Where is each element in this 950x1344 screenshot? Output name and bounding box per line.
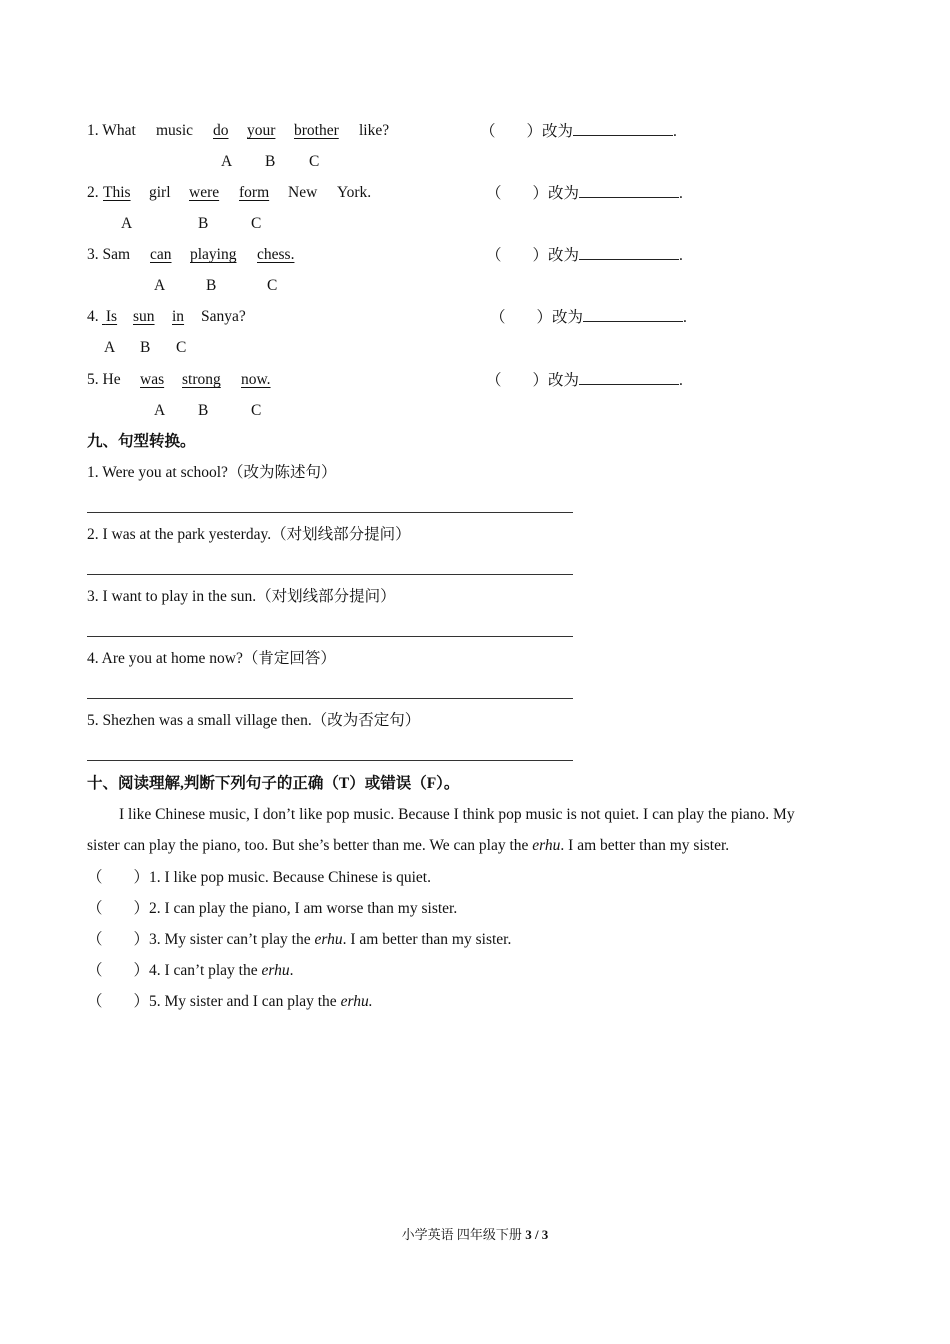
answer-blank[interactable]: [583, 307, 683, 322]
item-2-number: 2.: [87, 184, 99, 201]
answer-paren[interactable]: （ ）: [87, 962, 150, 979]
passage-line-1: I like Chinese music, I don’t like pop music. Because I think pop music is not quiet. I can play the piano. My: [119, 806, 795, 823]
item-5-letter-a: A: [154, 402, 166, 419]
item-2-word: York.: [337, 184, 372, 201]
item-4-answer: （ ）改为 .: [490, 309, 687, 326]
item-3-sentence: 3. Sam: [87, 246, 131, 263]
item-5-word-b: strong: [182, 371, 221, 388]
item-3-letter-b: B: [206, 277, 217, 294]
transform-question-1: 1. Were you at school?（改为陈述句）: [87, 464, 337, 481]
tf-question-2: （ ）2. I can play the piano, I am worse than my sister.: [87, 900, 458, 917]
item-1-letter-c: C: [309, 153, 320, 170]
item-1-word-a: do: [213, 122, 229, 139]
tf-question-5: （ ）5. My sister and I can play the erhu.: [87, 993, 373, 1010]
answer-blank[interactable]: [579, 370, 679, 385]
item-4-number: 4.: [87, 308, 99, 325]
item-1-word-b: your: [247, 122, 276, 139]
page-number: 3 / 3: [525, 1227, 549, 1242]
item-1-word: like?: [359, 122, 390, 139]
answer-paren[interactable]: （ ）: [87, 869, 150, 886]
item-2-word-a: This: [103, 184, 131, 201]
tf-question-3: （ ）3. My sister can’t play the erhu. I am better than my sister.: [87, 931, 512, 948]
item-5-word-c: now.: [241, 371, 271, 388]
transform-question-2: 2. I was at the park yesterday.（对划线部分提问）: [87, 526, 411, 543]
item-1-letter-a: A: [221, 153, 233, 170]
item-1-word-c: brother: [294, 122, 339, 139]
answer-line-4[interactable]: [87, 698, 573, 699]
item-5-letter-c: C: [251, 402, 262, 419]
item-3-answer: （ ）改为 .: [486, 247, 683, 264]
item-5-word-a: was: [140, 371, 165, 388]
item-4-letter-c: C: [176, 339, 187, 356]
answer-blank[interactable]: [579, 245, 679, 260]
item-2-letter-b: B: [198, 215, 209, 232]
item-1-answer: （ ）改为 .: [480, 123, 677, 140]
answer-blank[interactable]: [579, 183, 679, 198]
item-2-word: girl: [149, 184, 171, 201]
item-5-sentence: 5. He: [87, 371, 121, 388]
footer-label: 小学英语 四年级下册: [401, 1227, 522, 1242]
item-3-letter-a: A: [154, 277, 166, 294]
transform-question-5: 5. Shezhen was a small village then.（改为否定句）: [87, 712, 421, 729]
item-3-word-a: can: [150, 246, 172, 263]
item-5-letter-b: B: [198, 402, 209, 419]
item-2-answer: （ ）改为 .: [486, 185, 683, 202]
item-2-letter-c: C: [251, 215, 262, 232]
section-9-title: 九、句型转换。: [87, 433, 196, 450]
item-2-word-b: were: [189, 184, 220, 201]
item-1-letter-b: B: [265, 153, 276, 170]
item-3-letter-c: C: [267, 277, 278, 294]
item-1-word: music: [156, 122, 194, 139]
item-3-word-c: chess.: [257, 246, 295, 263]
item-4-word-c: in: [172, 308, 185, 325]
item-3-word-b: playing: [190, 246, 237, 263]
tf-question-4: （ ）4. I can’t play the erhu.: [87, 962, 294, 979]
passage-line-2: sister can play the piano, too. But she’s better than me. We can play the erhu. I am better than my sister.: [87, 837, 730, 854]
answer-paren[interactable]: （ ）: [87, 900, 150, 917]
answer-paren[interactable]: （ ）: [87, 931, 150, 948]
page-footer: [0, 1224, 950, 1243]
answer-line-5[interactable]: [87, 760, 573, 761]
item-1-sentence: 1. What: [87, 122, 136, 139]
item-4-word-b: sun: [133, 308, 155, 325]
answer-line-3[interactable]: [87, 636, 573, 637]
item-4-word-a: Is: [105, 308, 118, 325]
item-4-letter-a: A: [104, 339, 116, 356]
section-10-title: 十、阅读理解,判断下列句子的正确（T）或错误（F）。: [87, 775, 460, 792]
item-2-word-c: form: [239, 184, 270, 201]
item-5-answer: （ ）改为 .: [486, 372, 683, 389]
answer-line-2[interactable]: [87, 574, 573, 575]
item-2-word: New: [288, 184, 318, 201]
answer-paren[interactable]: （ ）: [87, 993, 150, 1010]
tf-question-1: （ ）1. I like pop music. Because Chinese is quiet.: [87, 869, 431, 886]
answer-line-1[interactable]: [87, 512, 573, 513]
item-4-word: Sanya?: [201, 308, 246, 325]
transform-question-4: 4. Are you at home now?（肯定回答）: [87, 650, 336, 667]
answer-blank[interactable]: [573, 121, 673, 136]
transform-question-3: 3. I want to play in the sun.（对划线部分提问）: [87, 588, 396, 605]
item-4-letter-b: B: [140, 339, 151, 356]
item-2-letter-a: A: [121, 215, 133, 232]
